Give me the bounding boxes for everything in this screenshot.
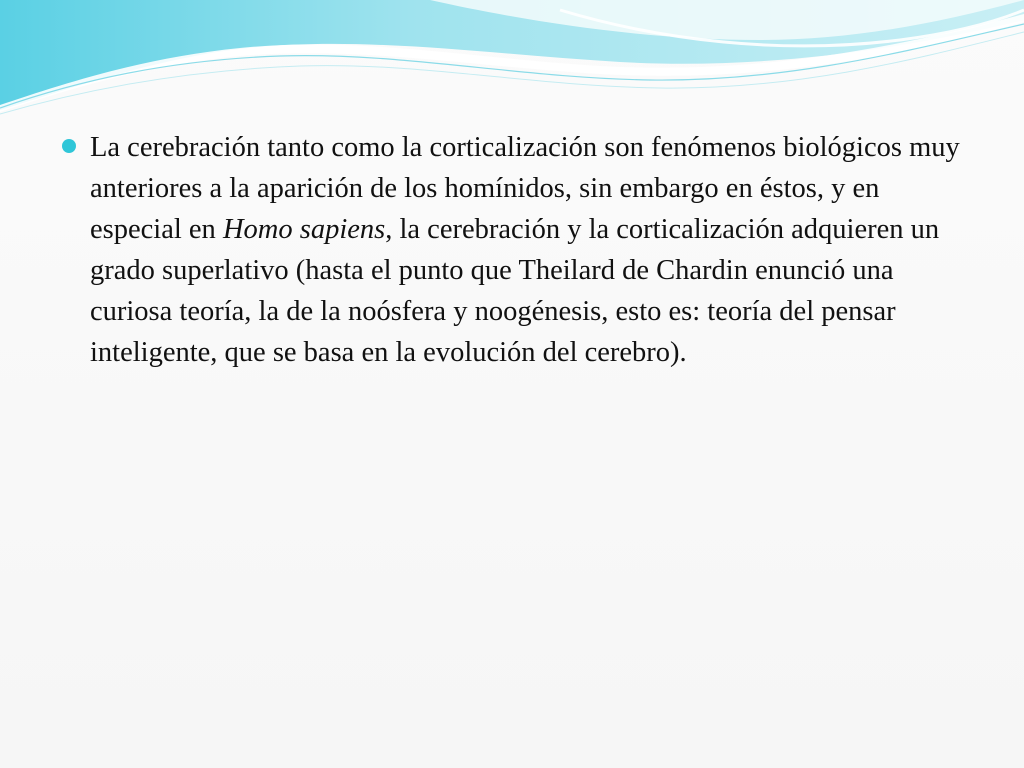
bullet-dot-icon [62, 139, 76, 153]
bullet-item [60, 127, 960, 373]
slide-body [60, 127, 960, 373]
bullet-text-part-2: , la cerebración y la corticalización adquieren un grado superlativo (hasta el punto que Theilard de Chardin enunció una curiosa teoría, la de la noósfera y noogénesis, esto es: teoría del pensar inteligente, que se basa en la evolución del cerebro). [90, 214, 940, 368]
bullet-text-italic: Homo sapiens [222, 214, 386, 245]
decorative-wave-header [0, 0, 1024, 130]
bullet-text [90, 132, 960, 368]
bullet-text-part-1: La cerebración tanto como la corticalización son fenómenos biológicos muy anteriores a la aparición de los homínidos, sin embargo en éstos, y en especial en [90, 132, 960, 245]
